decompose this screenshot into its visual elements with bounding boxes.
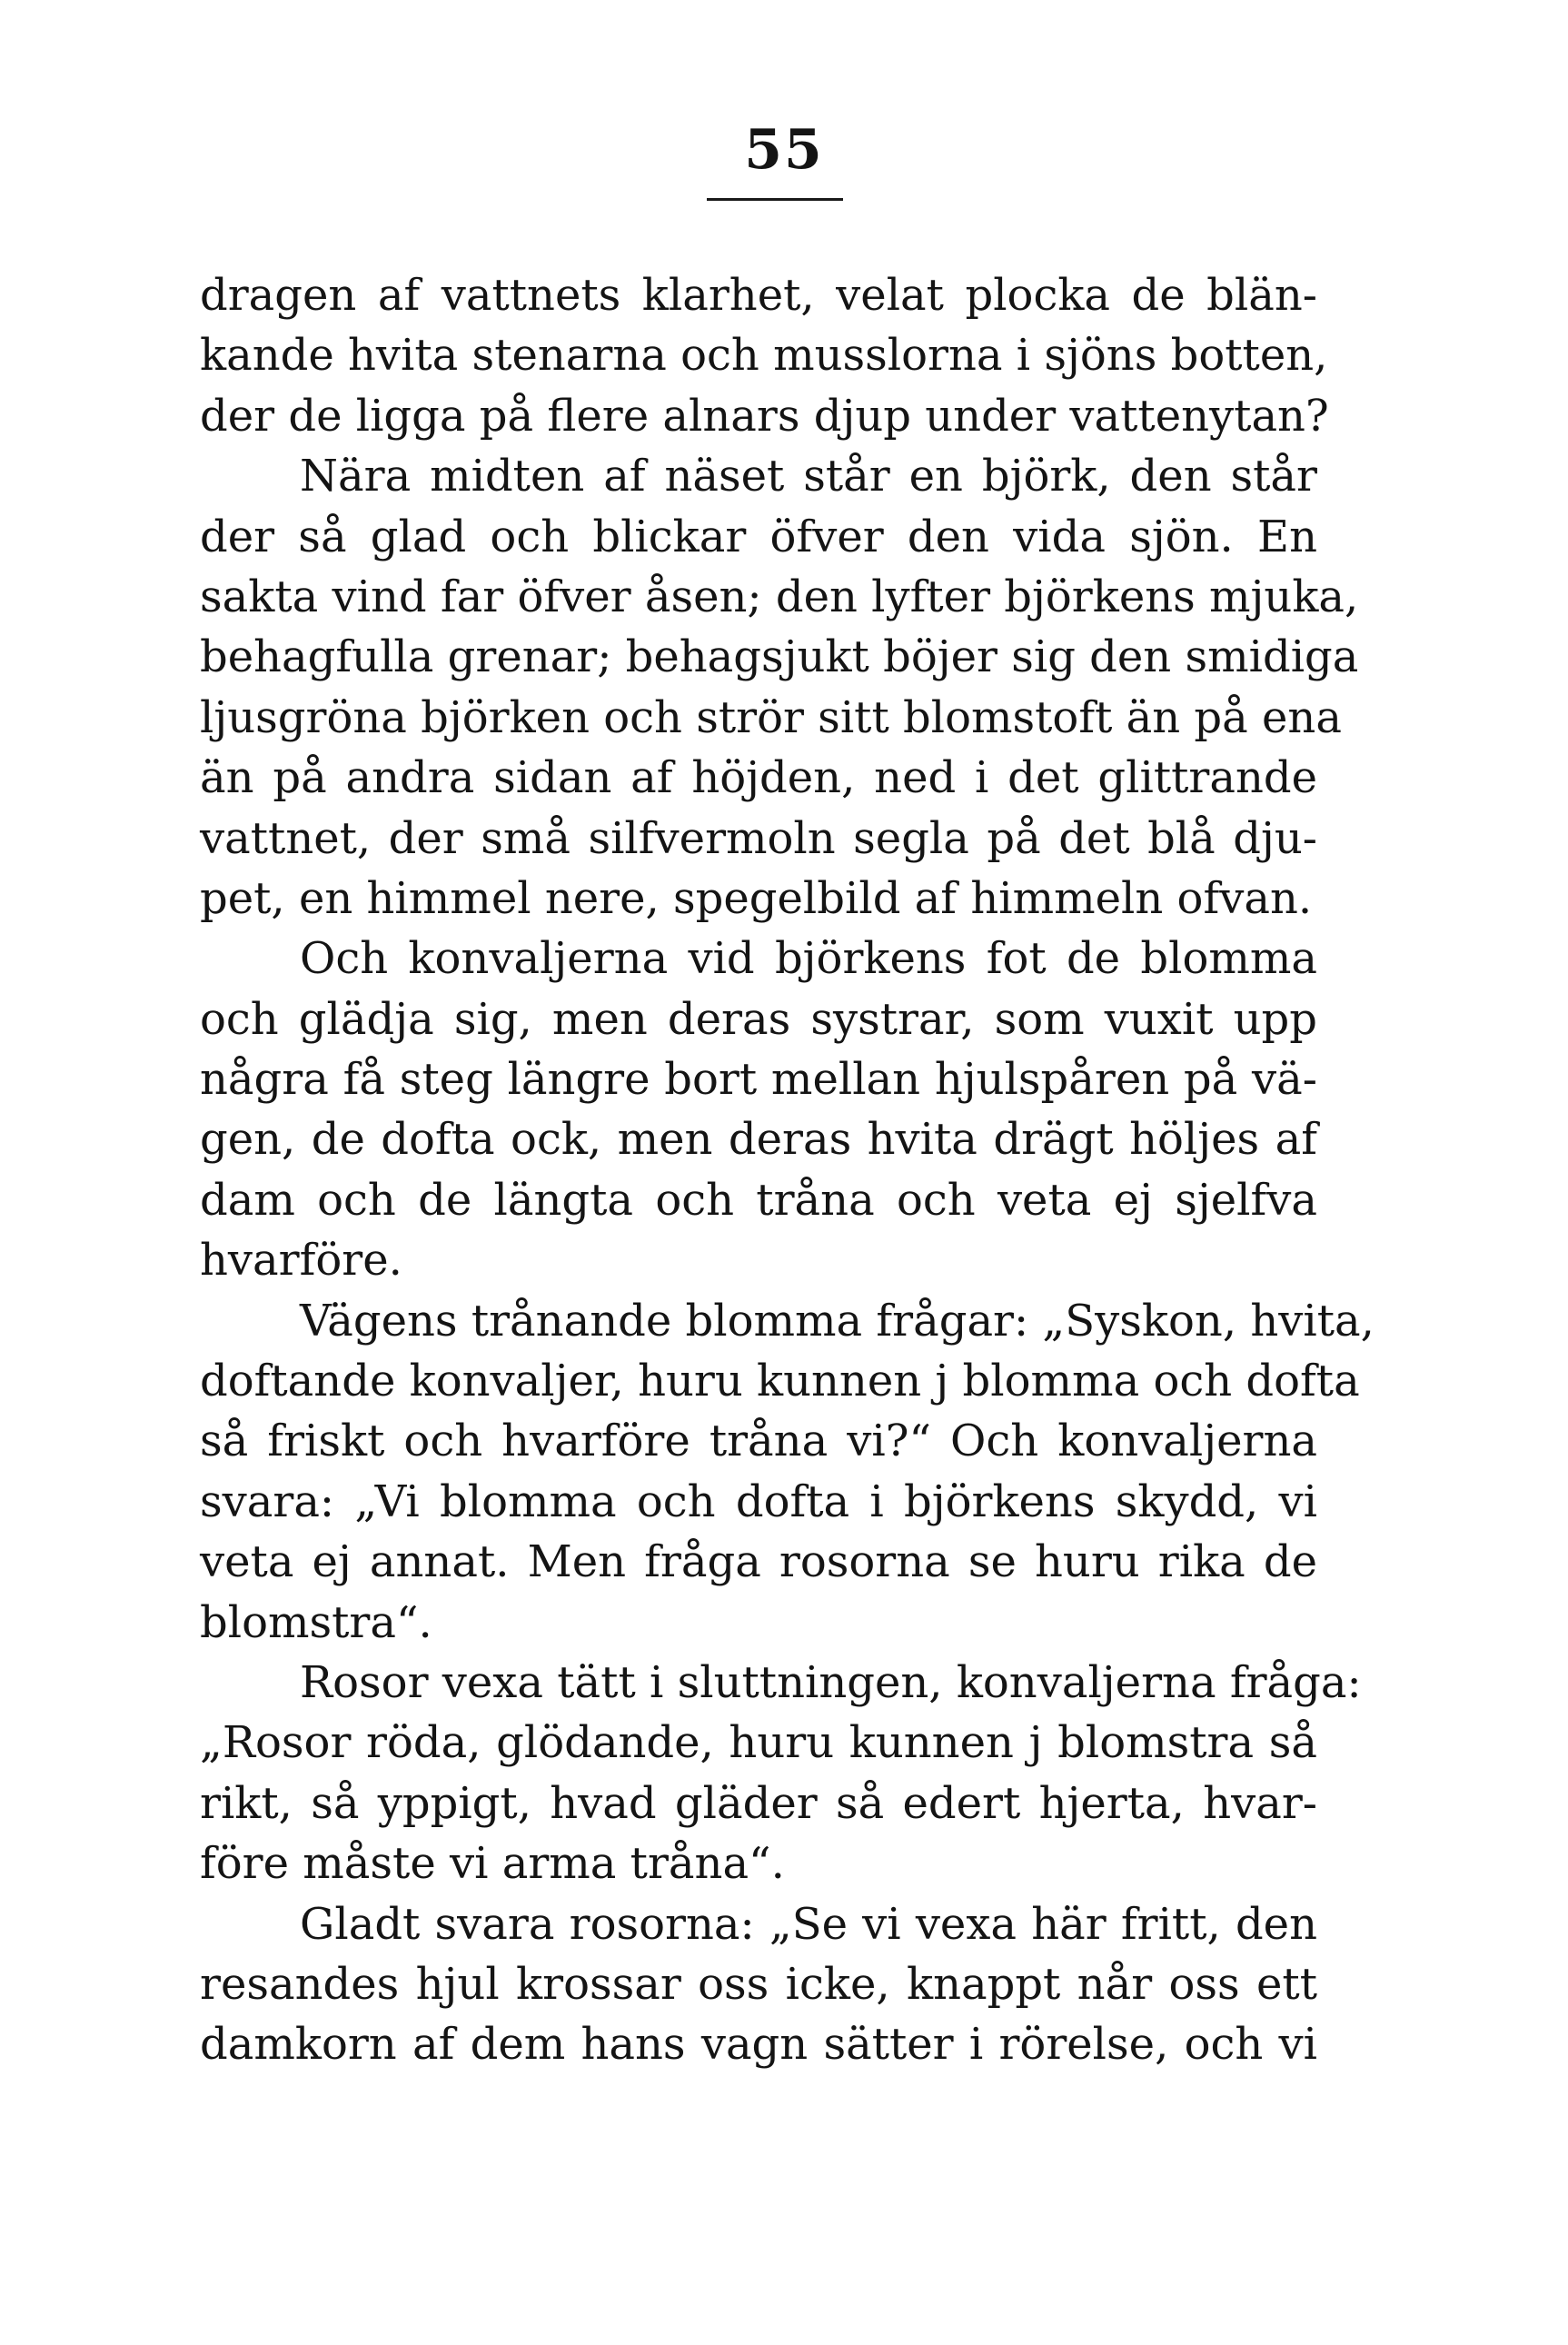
text-line: Rosor vexa tätt i sluttningen, konvaljerna fråga: (300, 1656, 1362, 1708)
text-line: der så glad och blickar öfver den vida sjön. En (200, 511, 1317, 562)
text-line: hvarföre. (200, 1235, 402, 1287)
text-line: Gladt svara rosorna: „Se vi vexa här fritt, den (300, 1898, 1317, 1950)
text-line: blomstra“. (200, 1596, 432, 1648)
text-line: behagfulla grenar; behagsjukt böjer sig den smidiga (200, 631, 1359, 683)
text-line: vattnet, der små silfvermoln segla på det blå dju- (200, 812, 1317, 864)
text-line: Nära midten af näset står en björk, den står (300, 451, 1317, 502)
text-line: före måste vi arma tråna“. (200, 1838, 785, 1890)
body-text (200, 265, 1374, 2075)
text-line: sakta vind far öfver åsen; den lyfter björkens mjuka, (200, 571, 1359, 622)
text-line: så friskt och hvarföre tråna vi?“ Och konvaljerna (200, 1416, 1317, 1467)
text-line: än på andra sidan af höjden, ned i det glittrande (200, 752, 1317, 804)
text-line: några få steg längre bort mellan hjulspåren på vä- (200, 1054, 1317, 1106)
text-line: gen, de dofta ock, men deras hvita drägt höljes af (200, 1114, 1317, 1166)
text-line: kande hvita stenarna och musslorna i sjöns botten, (200, 330, 1328, 382)
text-line: rikt, så yppigt, hvad gläder så edert hjerta, hvar- (200, 1777, 1317, 1829)
text-line: Och konvaljerna vid björkens fot de blomma (300, 933, 1317, 985)
text-line: svara: „Vi blomma och dofta i björkens skydd, vi (200, 1476, 1317, 1527)
text-line: Vägens trånande blomma frågar: „Syskon, hvita, (300, 1295, 1374, 1346)
text-line: och glädja sig, men deras systrar, som vuxit upp (200, 993, 1317, 1045)
text-line: der de ligga på flere alnars djup under vattenytan? (200, 390, 1329, 442)
text-line: pet, en himmel nere, spegelbild af himmeln ofvan. (200, 872, 1313, 924)
header-rule (707, 198, 843, 201)
text-line: dam och de längta och tråna och veta ej sjelfva (200, 1174, 1317, 1226)
text-line: dragen af vattnets klarhet, velat plocka de blän- (200, 270, 1317, 321)
text-line: resandes hjul krossar oss icke, knappt når oss ett (200, 1958, 1317, 2010)
text-line: doftande konvaljer, huru kunnen j blomma och dofta (200, 1356, 1360, 1407)
page-number: 55 (744, 118, 824, 182)
text-line: „Rosor röda, glödande, huru kunnen j blomstra så (200, 1717, 1317, 1769)
text-line: veta ej annat. Men fråga rosorna se huru rika de (200, 1536, 1317, 1588)
text-line: damkorn af dem hans vagn sätter i rörelse, och vi (200, 2019, 1317, 2071)
text-line: ljusgröna björken och strör sitt blomstoft än på ena (200, 691, 1342, 743)
